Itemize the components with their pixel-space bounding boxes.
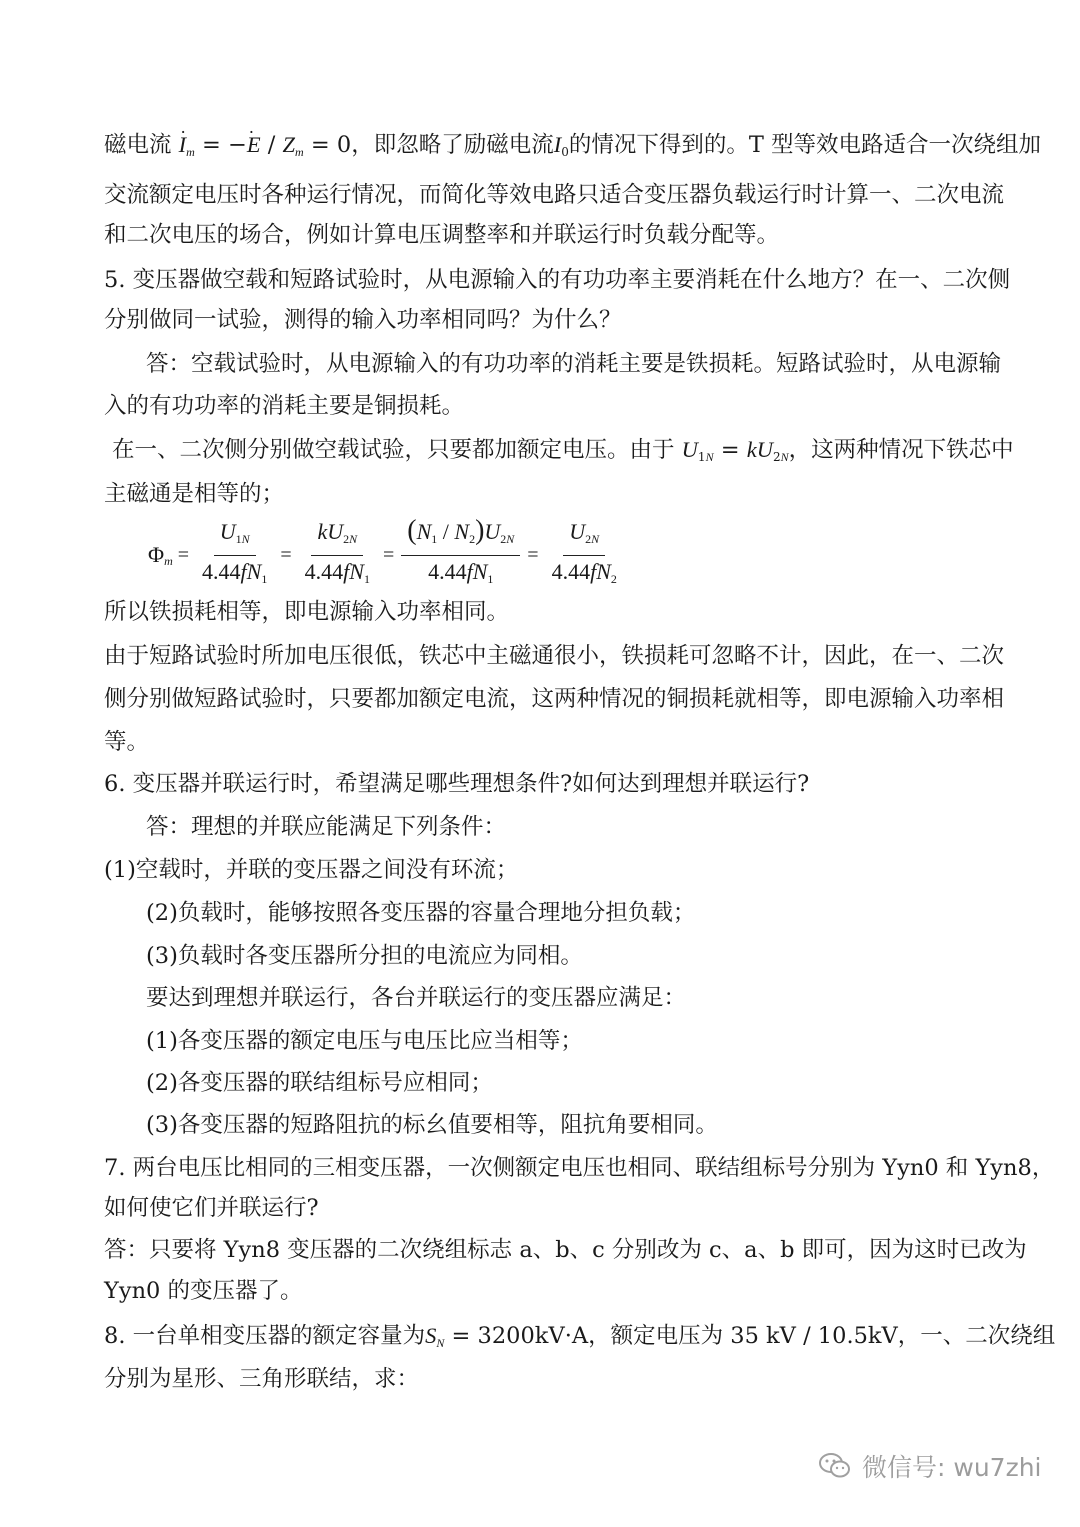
text-line: 和二次电压的场合，例如计算电压调整率和并联运行时负载分配等。 [104,222,780,248]
text-line: 交流额定电压时各种运行情况，而简化等效电路只适合变压器负载运行时计算一、二次电流 [104,182,1005,208]
question-7-cont: 如何使它们并联运行? [104,1195,319,1221]
wechat-icon [818,1452,852,1480]
text-line: 所以铁损耗相等，即电源输入功率相同。 [104,599,510,625]
list-item: (1)空载时，并联的变压器之间没有环流； [104,857,519,883]
flux-formula: Φ $_m$ = $\frac{U_{1N}}{4.44fN_1}$ = $\frac{kU_{2N}}{4.44fN_1}$ = $\frac{(N_1 / N_2)U_{2N}}{4.44fN_1}$ = $\frac{U_{2N}}{4.44fN_2}$ [148,520,625,590]
text-line: 由于短路试验时所加电压很低，铁芯中主磁通很小，铁损耗可忽略不计，因此，在一、二次 [104,643,1005,669]
fraction: $\frac{(N_1 / N_2)U_{2N}}{4.44fN_1}$ [401,518,520,592]
answer-5-cont: 入的有功功率的消耗主要是铜损耗。 [104,393,465,419]
fraction: $\frac{kU_{2N}}{4.44fN_1}$ [304,518,370,586]
voltage-relation: $U_{1N} = kU_{2N}$ [681,437,789,464]
question-8: 8. 一台单相变压器的额定容量为$S_N = 3200kV\cdot A$，额定电压为 35 kV / 10.5kV，一、二次绕组 [104,1323,1056,1350]
question-5: 5. 变压器做空载和短路试验时，从电源输入的有功功率主要消耗在什么地方？在一、二次侧 [104,267,1011,293]
question-5-cont: 分别做同一试验，测得的输入功率相同吗？为什么？ [104,307,622,333]
watermark [818,1448,1041,1484]
text-line: 侧分别做短路试验时，只要都加额定电流，这两种情况的铜损耗就相等，即电源输入功率相 [104,686,1005,712]
answer-7-cont: Yyn0 的变压器了。 [104,1278,303,1304]
question-7: 7. 两台电压比相同的三相变压器，一次侧额定电压也相同、联结组标号分别为 Yyn0 和 Yyn8， [104,1155,1055,1181]
watermark-text: 微信号: wu7zhi [862,1453,1042,1482]
answer-7: 答：只要将 Yyn8 变压器的二次绕组标志 a、b、c 分别改为 c、a、b 即可，因为这时已改为 [104,1237,1027,1263]
text-line: 要达到理想并联运行，各台并联运行的变压器应满足： [146,985,687,1011]
fraction: $\frac{U_{2N}}{4.44fN_2}$ [551,518,617,586]
answer-5: 答：空载试验时，从电源输入的有功功率的消耗主要是铁损耗。短路试验时，从电源输 [146,351,1002,377]
question-8-cont: 分别为星形、三角形联结，求： [104,1366,420,1392]
list-item: (3)各变压器的短路阻抗的标幺值要相等，阻抗角要相同。 [146,1112,718,1138]
fraction: $\frac{U_{1N}}{4.44fN_1}$ [202,518,268,586]
list-item: (1)各变压器的额定电压与电压比应当相等； [146,1028,583,1054]
list-item: (2)负载时，能够按照各变压器的容量合理地分担负载； [146,900,696,926]
answer-6: 答：理想的并联应能满足下列条件： [146,814,507,840]
magnetizing-current-formula: $I \cdot_m = -E$ · / $Z_m = 0$ [179,132,352,158]
list-item: (3)负载时各变压器所分担的电流应为同相。 [146,943,583,969]
text-line: 等。 [104,729,150,755]
list-item: (2)各变压器的联结组标号应相同； [146,1070,493,1096]
text-line: 磁电流 $I \cdot_m = -E$ · / $Z_m = 0$，即忽略了励磁电流$I_0$的情况下得到的。T 型等效电路适合一次绕组加 [104,131,1000,166]
text-line: 主磁通是相等的； [104,481,285,507]
question-6: 6. 变压器并联运行时，希望满足哪些理想条件?如何达到理想并联运行? [104,771,810,797]
answer-5-voltage: 在一、二次侧分别做空载试验，只要都加额定电压。由于 $U_{1N} = kU_{2N}$，这两种情况下铁芯中 [112,437,1014,464]
